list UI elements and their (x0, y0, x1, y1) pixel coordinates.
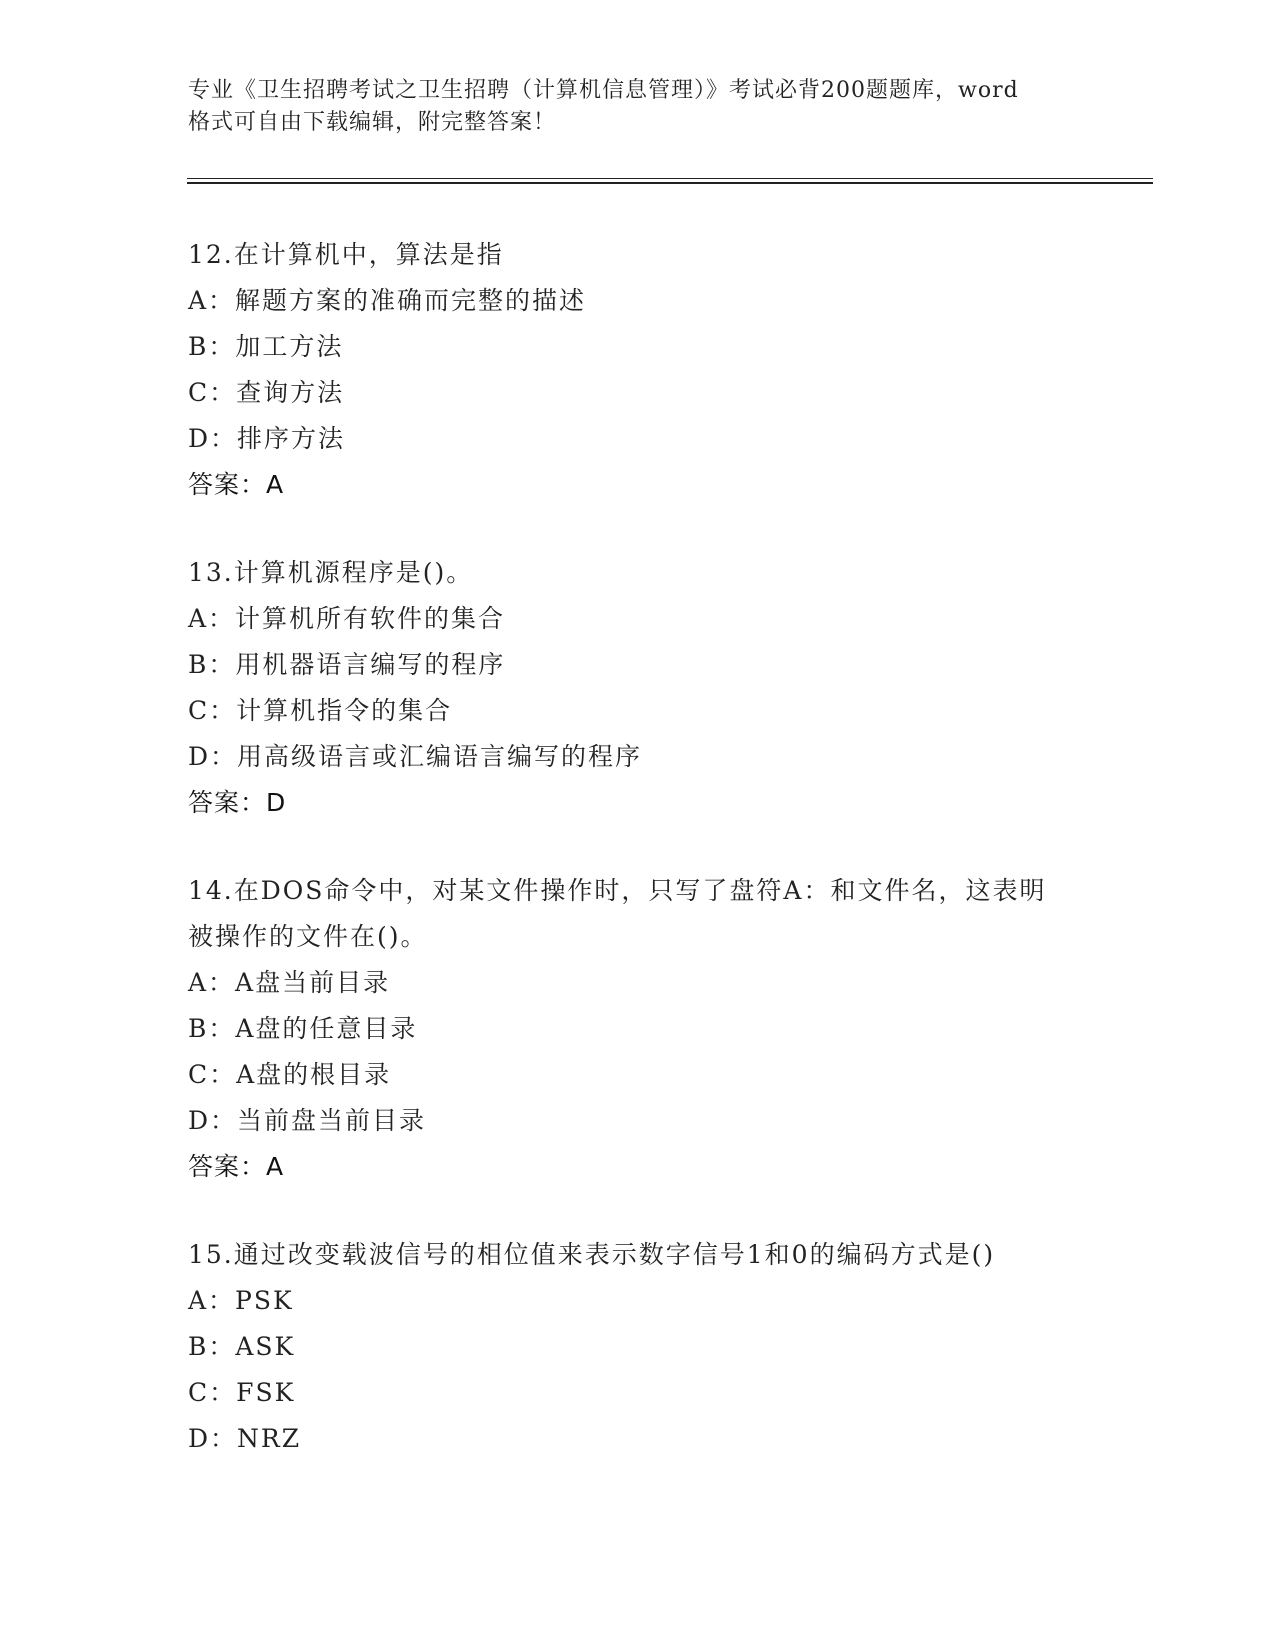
question-13 (188, 550, 1088, 826)
page-header (188, 75, 1088, 139)
question-stem: 14.在DOS命令中，对某文件操作时，只写了盘符A：和文件名，这表明被操作的文件在()。 (188, 876, 1047, 951)
option-c: C：FSK (188, 1378, 296, 1407)
option-b: B：ASK (188, 1332, 296, 1361)
option-b: B：用机器语言编写的程序 (188, 650, 506, 679)
answer-line: 答案：A (188, 470, 285, 499)
question-stem: 13.计算机源程序是()。 (188, 558, 474, 587)
option-d: D：当前盘当前目录 (188, 1106, 427, 1135)
option-b: B：A盘的任意目录 (188, 1014, 418, 1043)
option-c: C：查询方法 (188, 378, 345, 407)
option-a: A：解题方案的准确而完整的描述 (188, 286, 587, 315)
option-d: D：NRZ (188, 1424, 302, 1453)
question-12 (188, 232, 1088, 508)
question-stem: 12.在计算机中，算法是指 (188, 240, 504, 269)
option-c: C：计算机指令的集合 (188, 696, 453, 725)
option-a: A：A盘当前目录 (188, 968, 391, 997)
option-a: A：PSK (188, 1286, 294, 1315)
option-d: D：排序方法 (188, 424, 346, 453)
answer-line: 答案：A (188, 1152, 285, 1181)
option-a: A：计算机所有软件的集合 (188, 604, 506, 633)
header-line-1: 专业《卫生招聘考试之卫生招聘（计算机信息管理）》考试必背200题题库，word (188, 78, 1019, 103)
option-c: C：A盘的根目录 (188, 1060, 392, 1089)
option-b: B：加工方法 (188, 332, 344, 361)
question-stem: 15.通过改变载波信号的相位值来表示数字信号1和0的编码方式是() (188, 1240, 996, 1269)
question-15 (188, 1232, 1088, 1462)
option-d: D：用高级语言或汇编语言编写的程序 (188, 742, 643, 771)
question-list (188, 232, 1088, 1504)
header-divider-thick (187, 182, 1153, 184)
question-14 (188, 868, 1088, 1190)
header-line-2: 格式可自由下载编辑，附完整答案！ (188, 110, 557, 135)
header-divider-thin (187, 178, 1153, 179)
answer-line: 答案：D (188, 788, 287, 817)
